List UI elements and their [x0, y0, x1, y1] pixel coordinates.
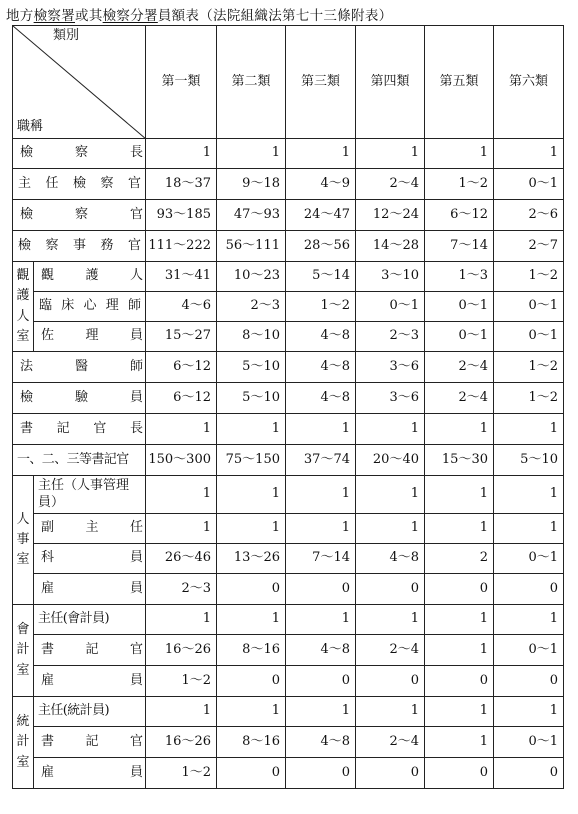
table-row [13, 352, 564, 383]
quota-cell: 0～1 [494, 169, 564, 200]
header-row [13, 26, 564, 139]
position-title-cell: 雇員 [34, 574, 146, 605]
category-axis-label: 類別 [53, 28, 80, 43]
quota-cell: 26～46 [146, 544, 217, 574]
quota-cell: 1 [425, 605, 494, 635]
position-title-cell: 主任(會計員) [34, 605, 146, 635]
quota-cell: 18～37 [146, 169, 217, 200]
quota-cell: 4～8 [356, 544, 425, 574]
quota-cell: 1 [494, 514, 564, 544]
quota-cell: 1 [356, 139, 425, 169]
quota-cell: 2～4 [356, 727, 425, 758]
table-row [13, 169, 564, 200]
position-title-cell: 書記官長 [13, 414, 146, 445]
quota-cell: 1 [494, 697, 564, 727]
position-title-cell: 主任(統計員) [34, 697, 146, 727]
quota-cell: 93～185 [146, 200, 217, 231]
quota-cell: 4～8 [286, 352, 356, 383]
table-row [13, 666, 564, 697]
quota-cell: 0～1 [425, 292, 494, 322]
quota-cell: 0 [425, 758, 494, 789]
quota-cell: 1 [425, 514, 494, 544]
quota-cell: 0 [425, 574, 494, 605]
quota-cell: 56～111 [217, 231, 286, 262]
quota-cell: 75～150 [217, 445, 286, 476]
quota-cell: 1 [217, 476, 286, 514]
quota-cell: 1 [286, 514, 356, 544]
quota-cell: 0～1 [356, 292, 425, 322]
department-group-cell: 統計室 [13, 697, 34, 789]
quota-cell: 4～6 [146, 292, 217, 322]
quota-cell: 13～26 [217, 544, 286, 574]
quota-cell: 16～26 [146, 727, 217, 758]
quota-cell: 1 [425, 139, 494, 169]
quota-cell: 4～8 [286, 322, 356, 352]
quota-cell: 5～10 [217, 352, 286, 383]
quota-cell: 1 [356, 605, 425, 635]
quota-cell: 6～12 [146, 352, 217, 383]
column-header: 第一類 [146, 26, 217, 139]
quota-cell: 1 [494, 476, 564, 514]
table-row [13, 758, 564, 789]
table-row [13, 476, 564, 514]
title-part: 或其 [75, 8, 103, 24]
quota-cell: 2 [425, 544, 494, 574]
title-part: 員額表（法院組織法第七十三條附表） [157, 8, 393, 24]
quota-cell: 1～3 [425, 262, 494, 292]
quota-cell: 12～24 [356, 200, 425, 231]
quota-cell: 0～1 [494, 322, 564, 352]
table-row [13, 544, 564, 574]
quota-cell: 0 [494, 574, 564, 605]
quota-cell: 7～14 [425, 231, 494, 262]
quota-cell: 1 [494, 414, 564, 445]
quota-cell: 5～14 [286, 262, 356, 292]
position-title-cell: 佐理員 [34, 322, 146, 352]
position-title-cell: 檢察事務官 [13, 231, 146, 262]
position-title-cell: 臨床心理師 [34, 292, 146, 322]
quota-cell: 1 [425, 476, 494, 514]
quota-cell: 8～16 [217, 635, 286, 666]
department-group-cell: 觀護人室 [13, 262, 34, 352]
quota-cell: 1 [217, 514, 286, 544]
quota-cell: 3～6 [356, 383, 425, 414]
quota-cell: 3～10 [356, 262, 425, 292]
quota-cell: 15～30 [425, 445, 494, 476]
quota-cell: 1～2 [494, 262, 564, 292]
quota-cell: 0 [286, 574, 356, 605]
quota-cell: 0 [356, 666, 425, 697]
quota-cell: 2～4 [356, 169, 425, 200]
document-title [6, 4, 392, 24]
quota-cell: 14～28 [356, 231, 425, 262]
position-title-cell: 法醫師 [13, 352, 146, 383]
quota-cell: 0 [217, 666, 286, 697]
quota-cell: 2～6 [494, 200, 564, 231]
quota-cell: 31～41 [146, 262, 217, 292]
quota-cell: 0 [286, 666, 356, 697]
table-body [13, 139, 564, 789]
column-header: 第二類 [217, 26, 286, 139]
position-title-cell: 檢察官 [13, 200, 146, 231]
quota-cell: 1 [494, 605, 564, 635]
quota-cell: 7～14 [286, 544, 356, 574]
quota-cell: 24～47 [286, 200, 356, 231]
quota-cell: 4～8 [286, 635, 356, 666]
quota-cell: 1 [217, 139, 286, 169]
column-header: 第六類 [494, 26, 564, 139]
quota-cell: 16～26 [146, 635, 217, 666]
quota-cell: 1～2 [425, 169, 494, 200]
quota-cell: 0～1 [494, 727, 564, 758]
quota-cell: 1～2 [494, 352, 564, 383]
quota-cell: 0 [217, 758, 286, 789]
quota-cell: 1 [356, 514, 425, 544]
quota-cell: 1 [286, 697, 356, 727]
quota-cell: 2～4 [425, 383, 494, 414]
column-header: 第五類 [425, 26, 494, 139]
quota-cell: 1 [286, 414, 356, 445]
quota-cell: 0 [494, 758, 564, 789]
quota-cell: 2～7 [494, 231, 564, 262]
table-row [13, 322, 564, 352]
quota-cell: 0 [356, 574, 425, 605]
table-row [13, 262, 564, 292]
quota-cell: 1 [146, 476, 217, 514]
corner-header-cell [13, 26, 146, 139]
quota-cell: 150～300 [146, 445, 217, 476]
quota-cell: 4～8 [286, 383, 356, 414]
quota-cell: 4～8 [286, 727, 356, 758]
quota-cell: 0～1 [494, 635, 564, 666]
quota-cell: 0 [286, 758, 356, 789]
position-title-cell: 書記官 [34, 635, 146, 666]
table-row [13, 383, 564, 414]
table-row [13, 231, 564, 262]
quota-cell: 8～16 [217, 727, 286, 758]
quota-cell: 1 [286, 476, 356, 514]
position-title-cell: 書記官 [34, 727, 146, 758]
table-row [13, 635, 564, 666]
quota-cell: 2～3 [146, 574, 217, 605]
position-title-cell: 科員 [34, 544, 146, 574]
quota-cell: 1 [146, 514, 217, 544]
quota-cell: 1 [356, 414, 425, 445]
quota-cell: 2～4 [356, 635, 425, 666]
table-row [13, 605, 564, 635]
column-header: 第四類 [356, 26, 425, 139]
quota-cell: 0～1 [494, 544, 564, 574]
quota-cell: 8～10 [217, 322, 286, 352]
quota-cell: 6～12 [425, 200, 494, 231]
title-part: 檢察署 [33, 8, 76, 24]
quota-cell: 1 [286, 605, 356, 635]
quota-cell: 2～3 [217, 292, 286, 322]
quota-cell: 1 [146, 414, 217, 445]
quota-cell: 9～18 [217, 169, 286, 200]
quota-cell: 0 [356, 758, 425, 789]
quota-cell: 1～2 [494, 383, 564, 414]
position-title-cell: 檢察長 [13, 139, 146, 169]
quota-cell: 1 [425, 635, 494, 666]
quota-cell: 1 [494, 139, 564, 169]
table-row [13, 139, 564, 169]
position-title-cell: 主任檢察官 [13, 169, 146, 200]
title-part: 檢察分署 [102, 8, 158, 24]
position-title-cell: 檢驗員 [13, 383, 146, 414]
quota-cell: 1 [146, 697, 217, 727]
quota-cell: 1 [425, 414, 494, 445]
position-title-cell: 觀護人 [34, 262, 146, 292]
quota-cell: 1 [425, 697, 494, 727]
table-row [13, 574, 564, 605]
quota-cell: 1 [146, 139, 217, 169]
quota-cell: 1 [217, 605, 286, 635]
column-header: 第三類 [286, 26, 356, 139]
table-row [13, 514, 564, 544]
quota-cell: 1～2 [146, 666, 217, 697]
quota-cell: 6～12 [146, 383, 217, 414]
title-part: 地方 [6, 8, 34, 24]
position-title-cell: 主任（人事管理員） [34, 476, 146, 514]
quota-cell: 10～23 [217, 262, 286, 292]
quota-cell: 1～2 [286, 292, 356, 322]
title-axis-label: 職稱 [17, 119, 44, 135]
quota-cell: 2～4 [425, 352, 494, 383]
quota-cell: 111～222 [146, 231, 217, 262]
quota-cell: 20～40 [356, 445, 425, 476]
quota-cell: 1 [356, 476, 425, 514]
table-row [13, 200, 564, 231]
quota-cell: 1 [356, 697, 425, 727]
position-title-cell: 一、二、三等書記官 [13, 445, 146, 476]
quota-cell: 5～10 [494, 445, 564, 476]
quota-cell: 2～3 [356, 322, 425, 352]
quota-cell: 47～93 [217, 200, 286, 231]
table-row [13, 414, 564, 445]
table-row [13, 445, 564, 476]
quota-cell: 1 [286, 139, 356, 169]
department-group-cell: 人事室 [13, 476, 34, 605]
quota-cell: 0～1 [425, 322, 494, 352]
quota-cell: 1 [217, 414, 286, 445]
quota-cell: 0 [217, 574, 286, 605]
quota-cell: 3～6 [356, 352, 425, 383]
table-row [13, 292, 564, 322]
table-row [13, 727, 564, 758]
quota-cell: 28～56 [286, 231, 356, 262]
quota-cell: 0 [425, 666, 494, 697]
quota-cell: 5～10 [217, 383, 286, 414]
quota-cell: 37～74 [286, 445, 356, 476]
quota-cell: 0 [494, 666, 564, 697]
department-group-cell: 會計室 [13, 605, 34, 697]
position-title-cell: 雇員 [34, 666, 146, 697]
position-title-cell: 雇員 [34, 758, 146, 789]
quota-cell: 15～27 [146, 322, 217, 352]
quota-cell: 0～1 [494, 292, 564, 322]
position-title-cell: 副主任 [34, 514, 146, 544]
quota-cell: 1～2 [146, 758, 217, 789]
quota-cell: 1 [146, 605, 217, 635]
quota-cell: 4～9 [286, 169, 356, 200]
staffing-table [12, 25, 564, 789]
quota-cell: 1 [217, 697, 286, 727]
table-row [13, 697, 564, 727]
quota-cell: 1 [425, 727, 494, 758]
